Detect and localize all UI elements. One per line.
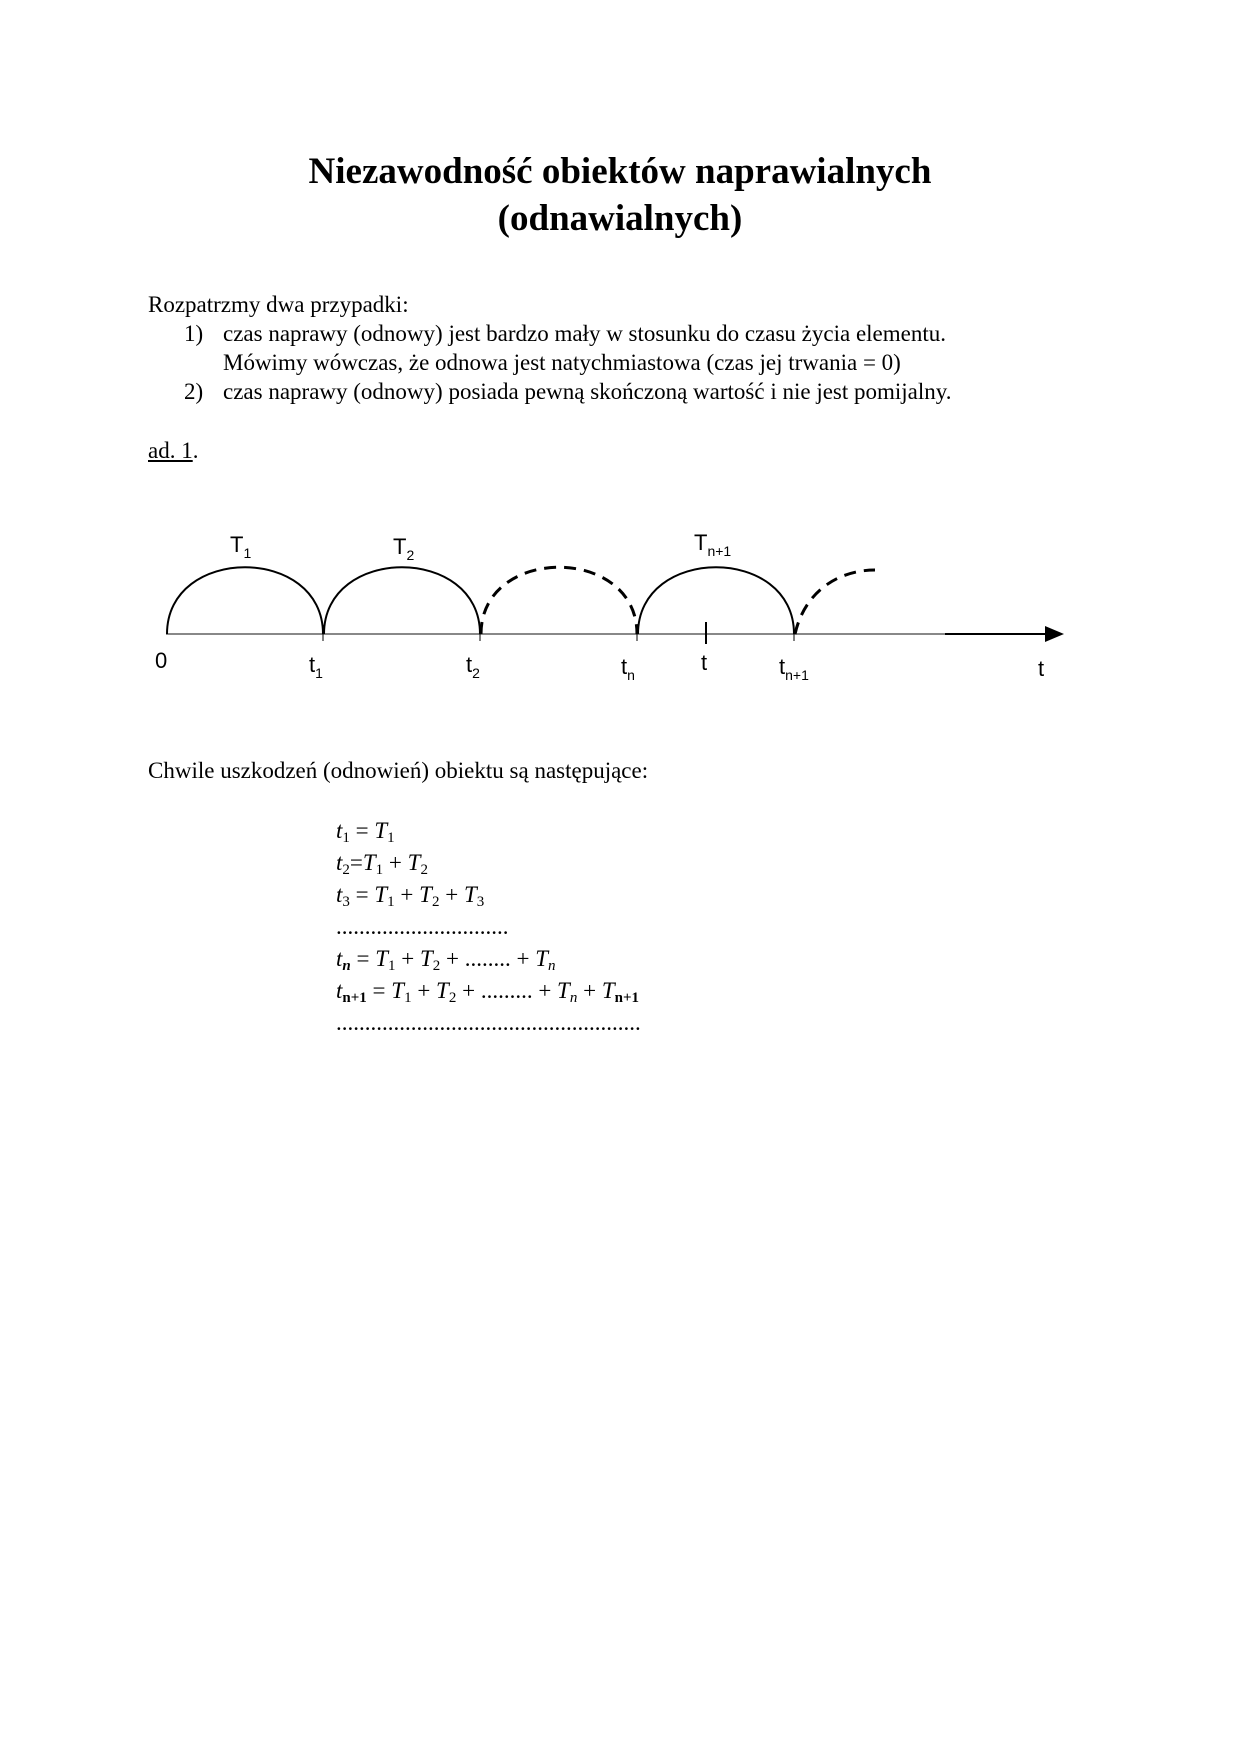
title-line-2: (odnawialnych) — [497, 198, 743, 239]
arc-T1 — [167, 567, 323, 634]
label-t2: $t_2$ — [466, 652, 480, 681]
formula-tn1: $t_{n+1} = T_1 + T_2$ + ......... + $T_n + T_{n+1}$ — [336, 978, 640, 1006]
case-1-line-2: Mówimy wówczas, że odnowa jest natychmiastowa (czas jej trwania = 0) — [223, 350, 901, 375]
ad-suffix: . — [192, 438, 199, 463]
case-1-line-1: czas naprawy (odnowy) jest bardzo mały w stosunku do czasu życia elementu. — [223, 321, 946, 346]
label-0: 0 — [155, 648, 168, 673]
title-line-1: Niezawodność obiektów naprawialnych — [308, 151, 932, 192]
formula-t1: $t_1 = T_1$ — [336, 818, 395, 846]
ad-label: ad. 1 — [148, 438, 193, 463]
arc-dashed-1 — [481, 567, 637, 634]
label-t1: $t_1$ — [309, 652, 323, 681]
formula-block — [336, 815, 641, 1039]
page-title — [0, 148, 1240, 242]
time-axis-arrow — [1045, 626, 1064, 642]
arc-Tn1 — [638, 567, 794, 634]
label-Tn1: $T_{n+1}$ — [694, 530, 732, 559]
formula-t3: $t_3 = T_1 + T_2 + T_3$ — [336, 882, 485, 910]
label-T1: $T_1$ — [230, 532, 252, 561]
label-t: t — [701, 650, 708, 675]
case-2-number: 2) — [184, 379, 204, 404]
case-1-number: 1) — [184, 321, 204, 346]
arc-T2 — [324, 567, 480, 634]
moments-text: Chwile uszkodzeń (odnowień) obiektu są następujące: — [148, 758, 649, 783]
formula-dots-2: ..................................................... — [336, 1010, 641, 1035]
formula-t2: $t_2=T_1 + T_2$ — [336, 850, 428, 878]
label-t-axis: t — [1038, 656, 1045, 681]
intro-text: Rozpatrzmy dwa przypadki: — [148, 292, 409, 317]
formula-tn: $t_n = T_1 + T_2$ + ........ + $T_n$ — [336, 946, 556, 974]
label-tn: $t_n$ — [621, 654, 635, 683]
label-T2: $T_2$ — [393, 534, 415, 563]
case-2-line-1: czas naprawy (odnowy) posiada pewną skończoną wartość i nie jest pomijalny. — [223, 379, 952, 404]
arc-dashed-2 — [795, 570, 875, 634]
ad-heading — [148, 438, 198, 464]
renewal-timeline-diagram — [0, 520, 1240, 690]
label-tn1: $t_{n+1}$ — [779, 654, 809, 683]
formula-dots-1: .............................. — [336, 914, 509, 939]
